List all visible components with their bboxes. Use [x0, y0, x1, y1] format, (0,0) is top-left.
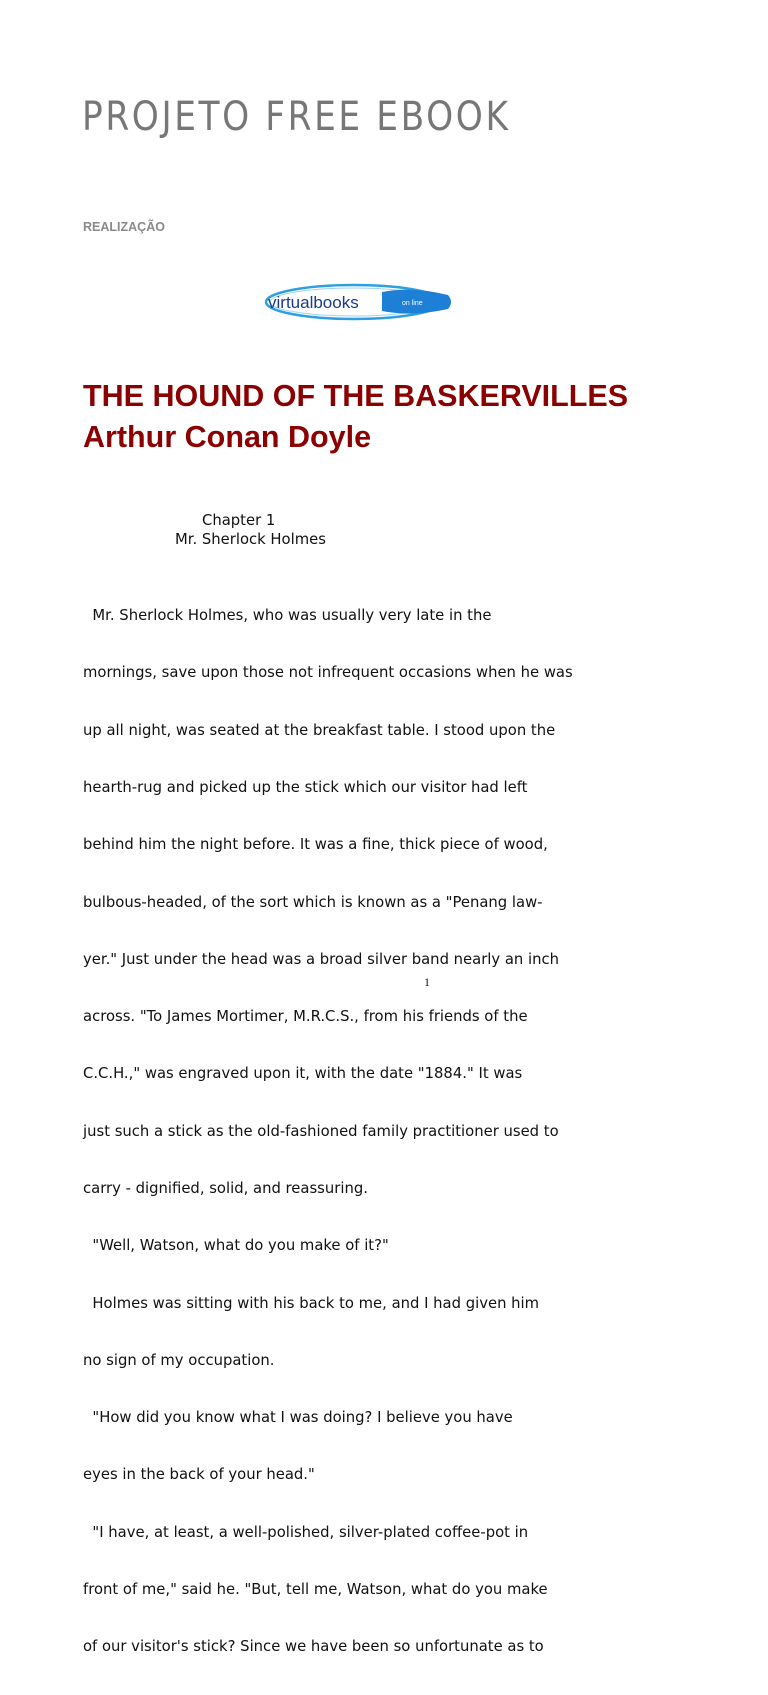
brand-title: PROJETO FREE EBOOK — [82, 94, 511, 140]
body-line: no sign of my occupation. — [83, 1351, 275, 1369]
body-line: "Well, Watson, what do you make of it?" — [83, 1237, 389, 1255]
body-line: "How did you know what I was doing? I believe you have — [83, 1409, 513, 1427]
book-title: THE HOUND OF THE BASKERVILLES — [83, 379, 629, 413]
body-line: up all night, was seated at the breakfast table. I stood upon the — [83, 721, 556, 739]
chapter-title: Mr. Sherlock Holmes — [175, 531, 326, 548]
body-line: "I have, at least, a well-polished, silver-plated coffee-pot in — [83, 1523, 529, 1541]
body-line: Holmes was sitting with his back to me, and I had given him — [83, 1294, 540, 1312]
body-line: mornings, save upon those not infrequent occasions when he was — [83, 664, 573, 682]
body-line: C.C.H.," was engraved upon it, with the date "1884." It was — [83, 1065, 523, 1083]
body-line: across. "To James Mortimer, M.R.C.S., from his friends of the — [83, 1008, 528, 1026]
chapter-number: Chapter 1 — [202, 512, 276, 529]
body-line: eyes in the back of your head." — [83, 1466, 315, 1484]
body-line: just such a stick as the old-fashioned family practitioner used to — [83, 1122, 559, 1140]
body-line: carry - dignified, solid, and reassuring. — [83, 1180, 368, 1197]
chapter-body — [83, 568, 643, 1695]
body-line: yer." Just under the head was a broad silver band nearly an inch — [83, 950, 560, 968]
virtualbooks-logo-graphic — [262, 281, 454, 323]
body-line: Mr. Sherlock Holmes, who was usually very late in the — [83, 607, 492, 625]
logo-wordmark: virtualbooks — [268, 293, 359, 312]
logo-tagline: on line — [402, 300, 423, 307]
credit-label: REALIZAÇÃO — [83, 220, 165, 234]
book-author: Arthur Conan Doyle — [83, 420, 372, 454]
body-line: front of me," said he. "But, tell me, Watson, what do you make — [83, 1580, 548, 1598]
body-line: of our visitor's stick? Since we have been so unfortunate as to — [83, 1638, 544, 1656]
body-line: hearth-rug and picked up the stick which our visitor had left — [83, 779, 528, 797]
body-line: bulbous-headed, of the sort which is known as a "Penang law- — [83, 893, 543, 911]
page-number: 1 — [424, 975, 430, 989]
virtualbooks-logo[interactable] — [262, 281, 454, 323]
body-line: behind him the night before. It was a fine, thick piece of wood, — [83, 836, 548, 854]
